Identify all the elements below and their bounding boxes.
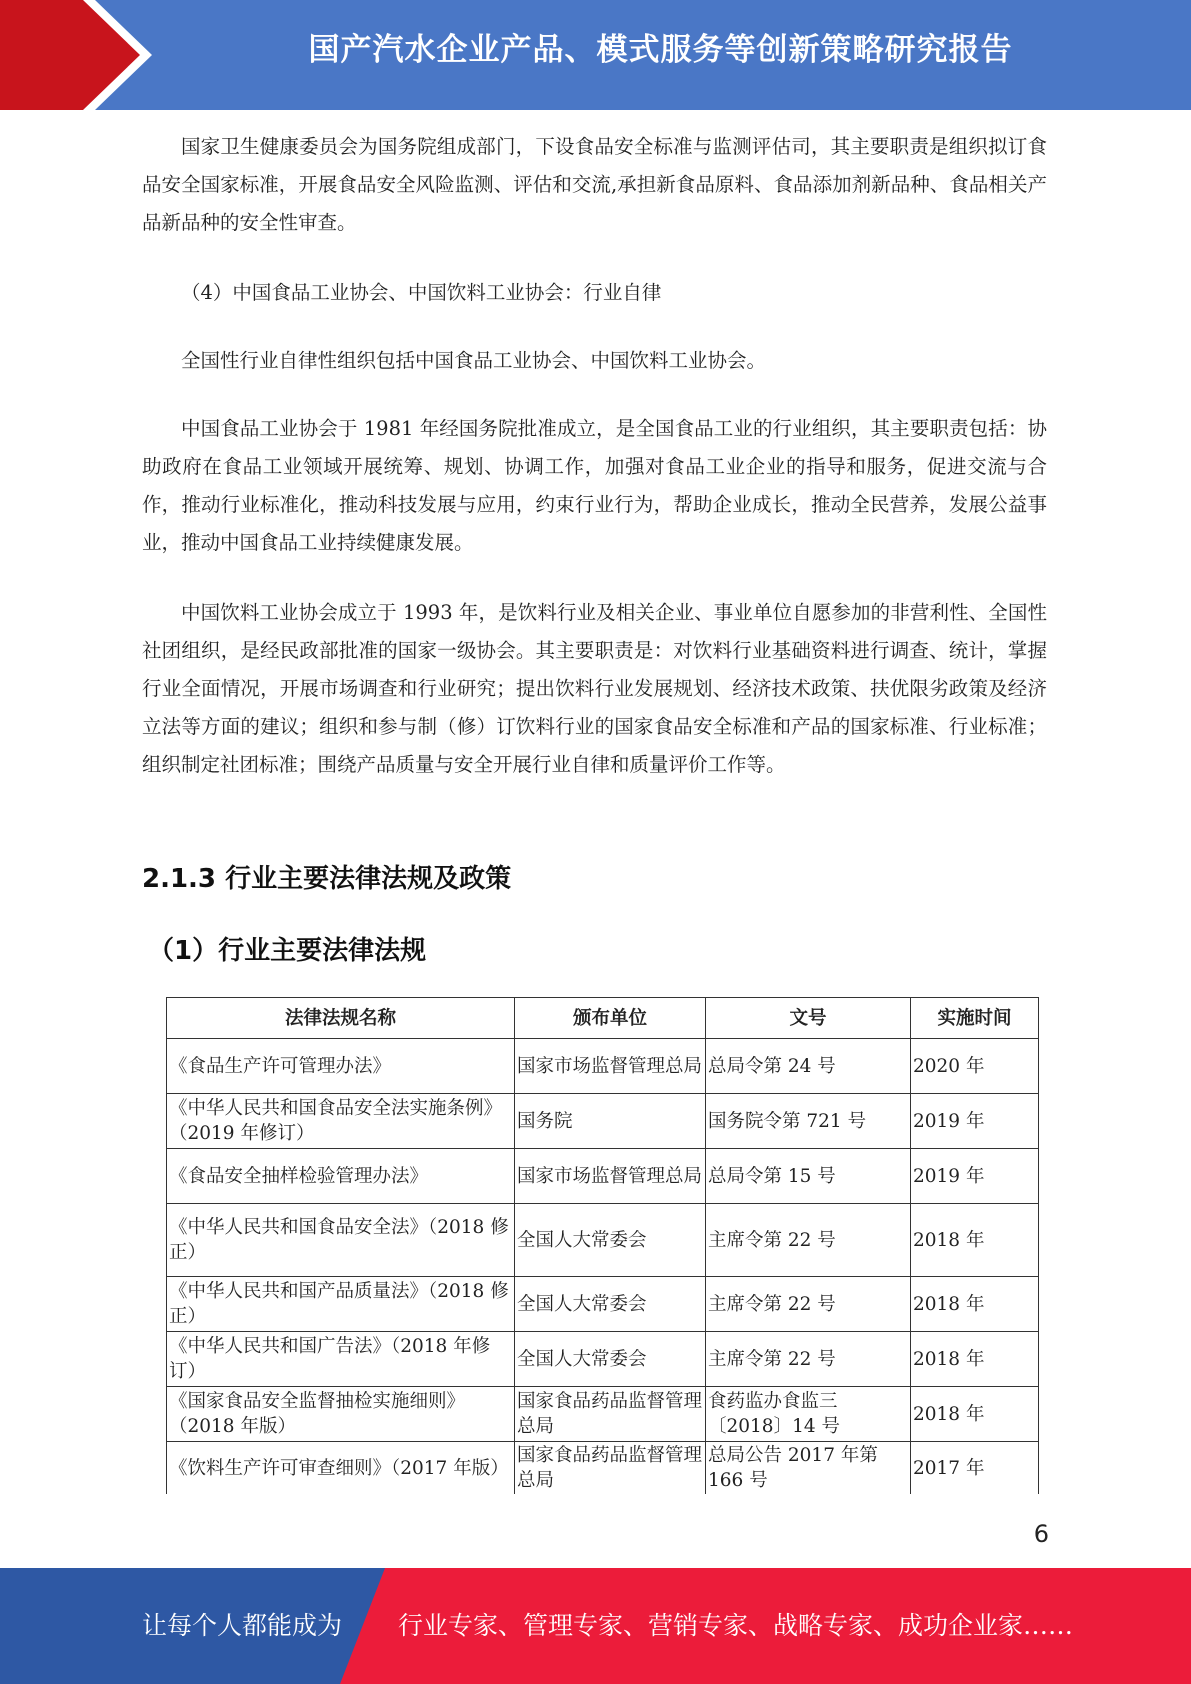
section-title: 2.1.3 行业主要法律法规及政策 [142, 864, 512, 894]
table-row [167, 1387, 1039, 1442]
law-issuer: 全国人大常委会 [515, 1277, 706, 1332]
column-header-issuer: 颁布单位 [515, 998, 706, 1039]
law-issuer: 国家食品药品监督管理总局 [515, 1387, 706, 1442]
law-doc-number: 主席令第 22 号 [706, 1277, 911, 1332]
paragraph-food-association: 中国食品工业协会于 1981 年经国务院批准成立，是全国食品工业的行业组织，其主要职责包括：协助政府在食品工业领域开展统筹、规划、协调工作，加强对食品工业企业的指导和服务，促进交流与合作，推动行业标准化，推动科技发展与应用，约束行业行为，帮助企业成长，推动全民营养，发展公益事业，推动中国食品工业持续健康发展。 [142, 417, 1047, 554]
paragraph-self-regulation: 全国性行业自律性组织包括中国食品工业协会、中国饮料工业协会。 [181, 349, 767, 372]
table-row [167, 1094, 1039, 1149]
law-issuer: 全国人大常委会 [515, 1332, 706, 1387]
report-title: 国产汽水企业产品、模式服务等创新策略研究报告 [308, 32, 1013, 68]
page-header [0, 0, 1191, 110]
law-doc-number: 总局公告 2017 年第 166 号 [706, 1442, 911, 1495]
table-row [167, 1277, 1039, 1332]
law-name: 《中华人民共和国产品质量法》（2018 修正） [167, 1277, 515, 1332]
table-row [167, 1149, 1039, 1204]
body-text [142, 128, 1047, 784]
law-doc-number: 食药监办食监三〔2018〕14 号 [706, 1387, 911, 1442]
footer-slogan-right: 行业专家、管理专家、营销专家、战略专家、成功企业家…… [398, 1611, 1074, 1640]
page-footer [0, 1568, 1191, 1684]
table-row [167, 1204, 1039, 1277]
table-header-row [167, 998, 1039, 1039]
column-header-effective-date: 实施时间 [911, 998, 1039, 1039]
page-number: 6 [1033, 1520, 1049, 1548]
law-issuer: 国务院 [515, 1094, 706, 1149]
table-row [167, 1442, 1039, 1495]
law-effective-date: 2017 年 [911, 1442, 1039, 1495]
law-effective-date: 2019 年 [911, 1094, 1039, 1149]
law-issuer: 国家市场监督管理总局 [515, 1149, 706, 1204]
law-name: 《中华人民共和国广告法》（2018 年修订） [167, 1332, 515, 1387]
law-effective-date: 2018 年 [911, 1332, 1039, 1387]
law-doc-number: 国务院令第 721 号 [706, 1094, 911, 1149]
law-doc-number: 主席令第 22 号 [706, 1332, 911, 1387]
law-name: 《食品生产许可管理办法》 [167, 1039, 515, 1094]
law-name: 《中华人民共和国食品安全法实施条例》（2019 年修订） [167, 1094, 515, 1149]
laws-table [166, 997, 1039, 1494]
paragraph-heading-associations: （4）中国食品工业协会、中国饮料工业协会：行业自律 [181, 281, 662, 304]
law-name: 《国家食品安全监督抽检实施细则》（2018 年版） [167, 1387, 515, 1442]
law-effective-date: 2018 年 [911, 1277, 1039, 1332]
law-issuer: 国家食品药品监督管理总局 [515, 1442, 706, 1495]
table-row [167, 1332, 1039, 1387]
paragraph-nhc: 国家卫生健康委员会为国务院组成部门，下设食品安全标准与监测评估司，其主要职责是组织拟订食品安全国家标准，开展食品安全风险监测、评估和交流,承担新食品原料、食品添加剂新品种、食品相关产品新品种的安全性审查。 [142, 135, 1047, 234]
law-effective-date: 2020 年 [911, 1039, 1039, 1094]
law-issuer: 国家市场监督管理总局 [515, 1039, 706, 1094]
column-header-name: 法律法规名称 [167, 998, 515, 1039]
law-issuer: 全国人大常委会 [515, 1204, 706, 1277]
law-name: 《食品安全抽样检验管理办法》 [167, 1149, 515, 1204]
law-doc-number: 总局令第 24 号 [706, 1039, 911, 1094]
subsection-title: （1）行业主要法律法规 [148, 936, 427, 966]
table-row [167, 1039, 1039, 1094]
column-header-doc-number: 文号 [706, 998, 911, 1039]
law-name: 《中华人民共和国食品安全法》（2018 修正） [167, 1204, 515, 1277]
paragraph-beverage-association: 中国饮料工业协会成立于 1993 年，是饮料行业及相关企业、事业单位自愿参加的非营利性、全国性社团组织，是经民政部批准的国家一级协会。其主要职责是：对饮料行业基础资料进行调查、统计，掌握行业全面情况，开展市场调查和行业研究；提出饮料行业发展规划、经济技术政策、扶优限劣政策及经济立法等方面的建议；组织和参与制（修）订饮料行业的国家食品安全标准和产品的国家标准、行业标准；组织制定社团标准；围绕产品质量与安全开展行业自律和质量评价工作等。 [142, 601, 1047, 776]
law-effective-date: 2018 年 [911, 1204, 1039, 1277]
law-doc-number: 主席令第 22 号 [706, 1204, 911, 1277]
law-doc-number: 总局令第 15 号 [706, 1149, 911, 1204]
footer-slogan-left: 让每个人都能成为 [142, 1611, 343, 1640]
header-chevron-logo [0, 0, 140, 110]
law-name: 《饮料生产许可审查细则》（2017 年版） [167, 1442, 515, 1495]
law-effective-date: 2018 年 [911, 1387, 1039, 1442]
law-effective-date: 2019 年 [911, 1149, 1039, 1204]
